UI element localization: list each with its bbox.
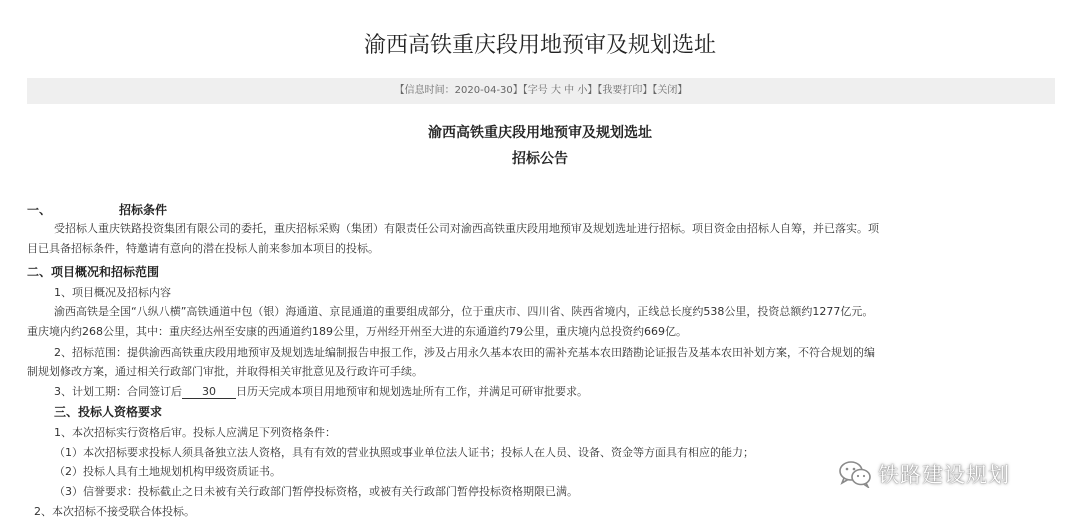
info-bar [27, 78, 1055, 104]
section-3-item-1-sub-2: （2）投标人具有土地规划机构甲级资质证书。 [54, 465, 281, 478]
info-bar-sep: 】【 [512, 85, 528, 96]
section-2-item-2-line-1: 2、招标范围：提供渝西高铁重庆段用地预审及规划选址编制报告申报工作，涉及占用永久基本农田的需补充基本农田踏勘论证报告及基本农田补划方案，不符合规划的编 [54, 346, 875, 359]
section-2-item-2-line-2: 制规划修改方案，通过相关行政部门审批，并取得相关审批意见及行政许可手续。 [27, 365, 423, 378]
info-bar-close: 】 [677, 85, 688, 96]
section-1-heading: 招标条件 [119, 203, 168, 217]
document-title: 渝西高铁重庆段用地预审及规划选址 [428, 125, 652, 141]
watermark-text: 铁路建设规划 [878, 463, 1010, 487]
section-1-paragraph-line-2: 目已具备招标条件，特邀请有意向的潜在投标人前来参加本项目的投标。 [27, 242, 379, 255]
schedule-days-value: 30 [182, 385, 236, 399]
close-link[interactable]: 关闭 [657, 85, 678, 96]
section-3-item-2: 2、本次招标不接受联合体投标。 [34, 505, 195, 518]
font-size-label: 字号 [527, 85, 548, 96]
font-size-large-link[interactable]: 大 [550, 85, 561, 96]
section-2-paragraph-line-1: 渝西高铁是全国“八纵八横”高铁通道中包（银）海通道、京昆通道的重要组成部分，位于重庆市、四川省、陕西省境内，正线总长度约538公里，投资总额约1277亿元。 [54, 305, 874, 318]
info-bar-sep: 】【 [642, 85, 658, 96]
section-2-item-3 [54, 384, 588, 400]
info-date: 2020-04-30 [454, 85, 513, 96]
section-2-paragraph-line-2: 重庆境内约268公里，其中：重庆经达州至安康的西通道约189公里，万州经开州至大进的东通道约79公里，重庆境内总投资约669亿。 [27, 325, 687, 338]
section-3-item-1: 1、本次招标实行资格后审。投标人应满足下列资格条件： [54, 426, 336, 439]
font-size-small-link[interactable]: 小 [577, 85, 588, 96]
font-size-medium-link[interactable]: 中 [564, 85, 575, 96]
section-1-paragraph-line-1: 受招标人重庆铁路投资集团有限公司的委托，重庆招标采购（集团）有限责任公司对渝西高铁重庆段用地预审及规划选址进行招标。项目资金由招标人自筹，并已落实。项 [54, 222, 879, 235]
info-bar-sep: 】【 [587, 85, 603, 96]
page-title: 渝西高铁重庆段用地预审及规划选址 [363, 33, 716, 58]
print-link[interactable]: 我要打印 [602, 85, 643, 96]
section-3-item-1-sub-1: （1）本次招标要求投标人须具备独立法人资格，具有有效的营业执照或事业单位法人证书；投标人在人员、设备、资金等方面具有相应的能力； [54, 446, 754, 459]
watermark [838, 456, 1058, 492]
section-2-item-1-heading: 1、项目概况及招标内容 [54, 286, 171, 299]
section-3-heading: 三、投标人资格要求 [54, 405, 163, 419]
wechat-icon [838, 460, 872, 488]
section-1-number: 一、 [27, 203, 52, 217]
info-bar-open: 【信息时间： [394, 85, 455, 96]
section-3-item-1-sub-3: （3）信誉要求：投标截止之日未被有关行政部门暂停投标资格，或被有关行政部门暂停投标资格期限已满。 [54, 485, 578, 498]
section-2-heading: 二、项目概况和招标范围 [27, 265, 160, 279]
schedule-prefix: 3、计划工期：合同签订后 [54, 385, 182, 398]
schedule-suffix: 日历天完成本项目用地预审和规划选址所有工作，并满足可研审批要求。 [236, 385, 588, 398]
document-subtitle: 招标公告 [512, 151, 568, 167]
